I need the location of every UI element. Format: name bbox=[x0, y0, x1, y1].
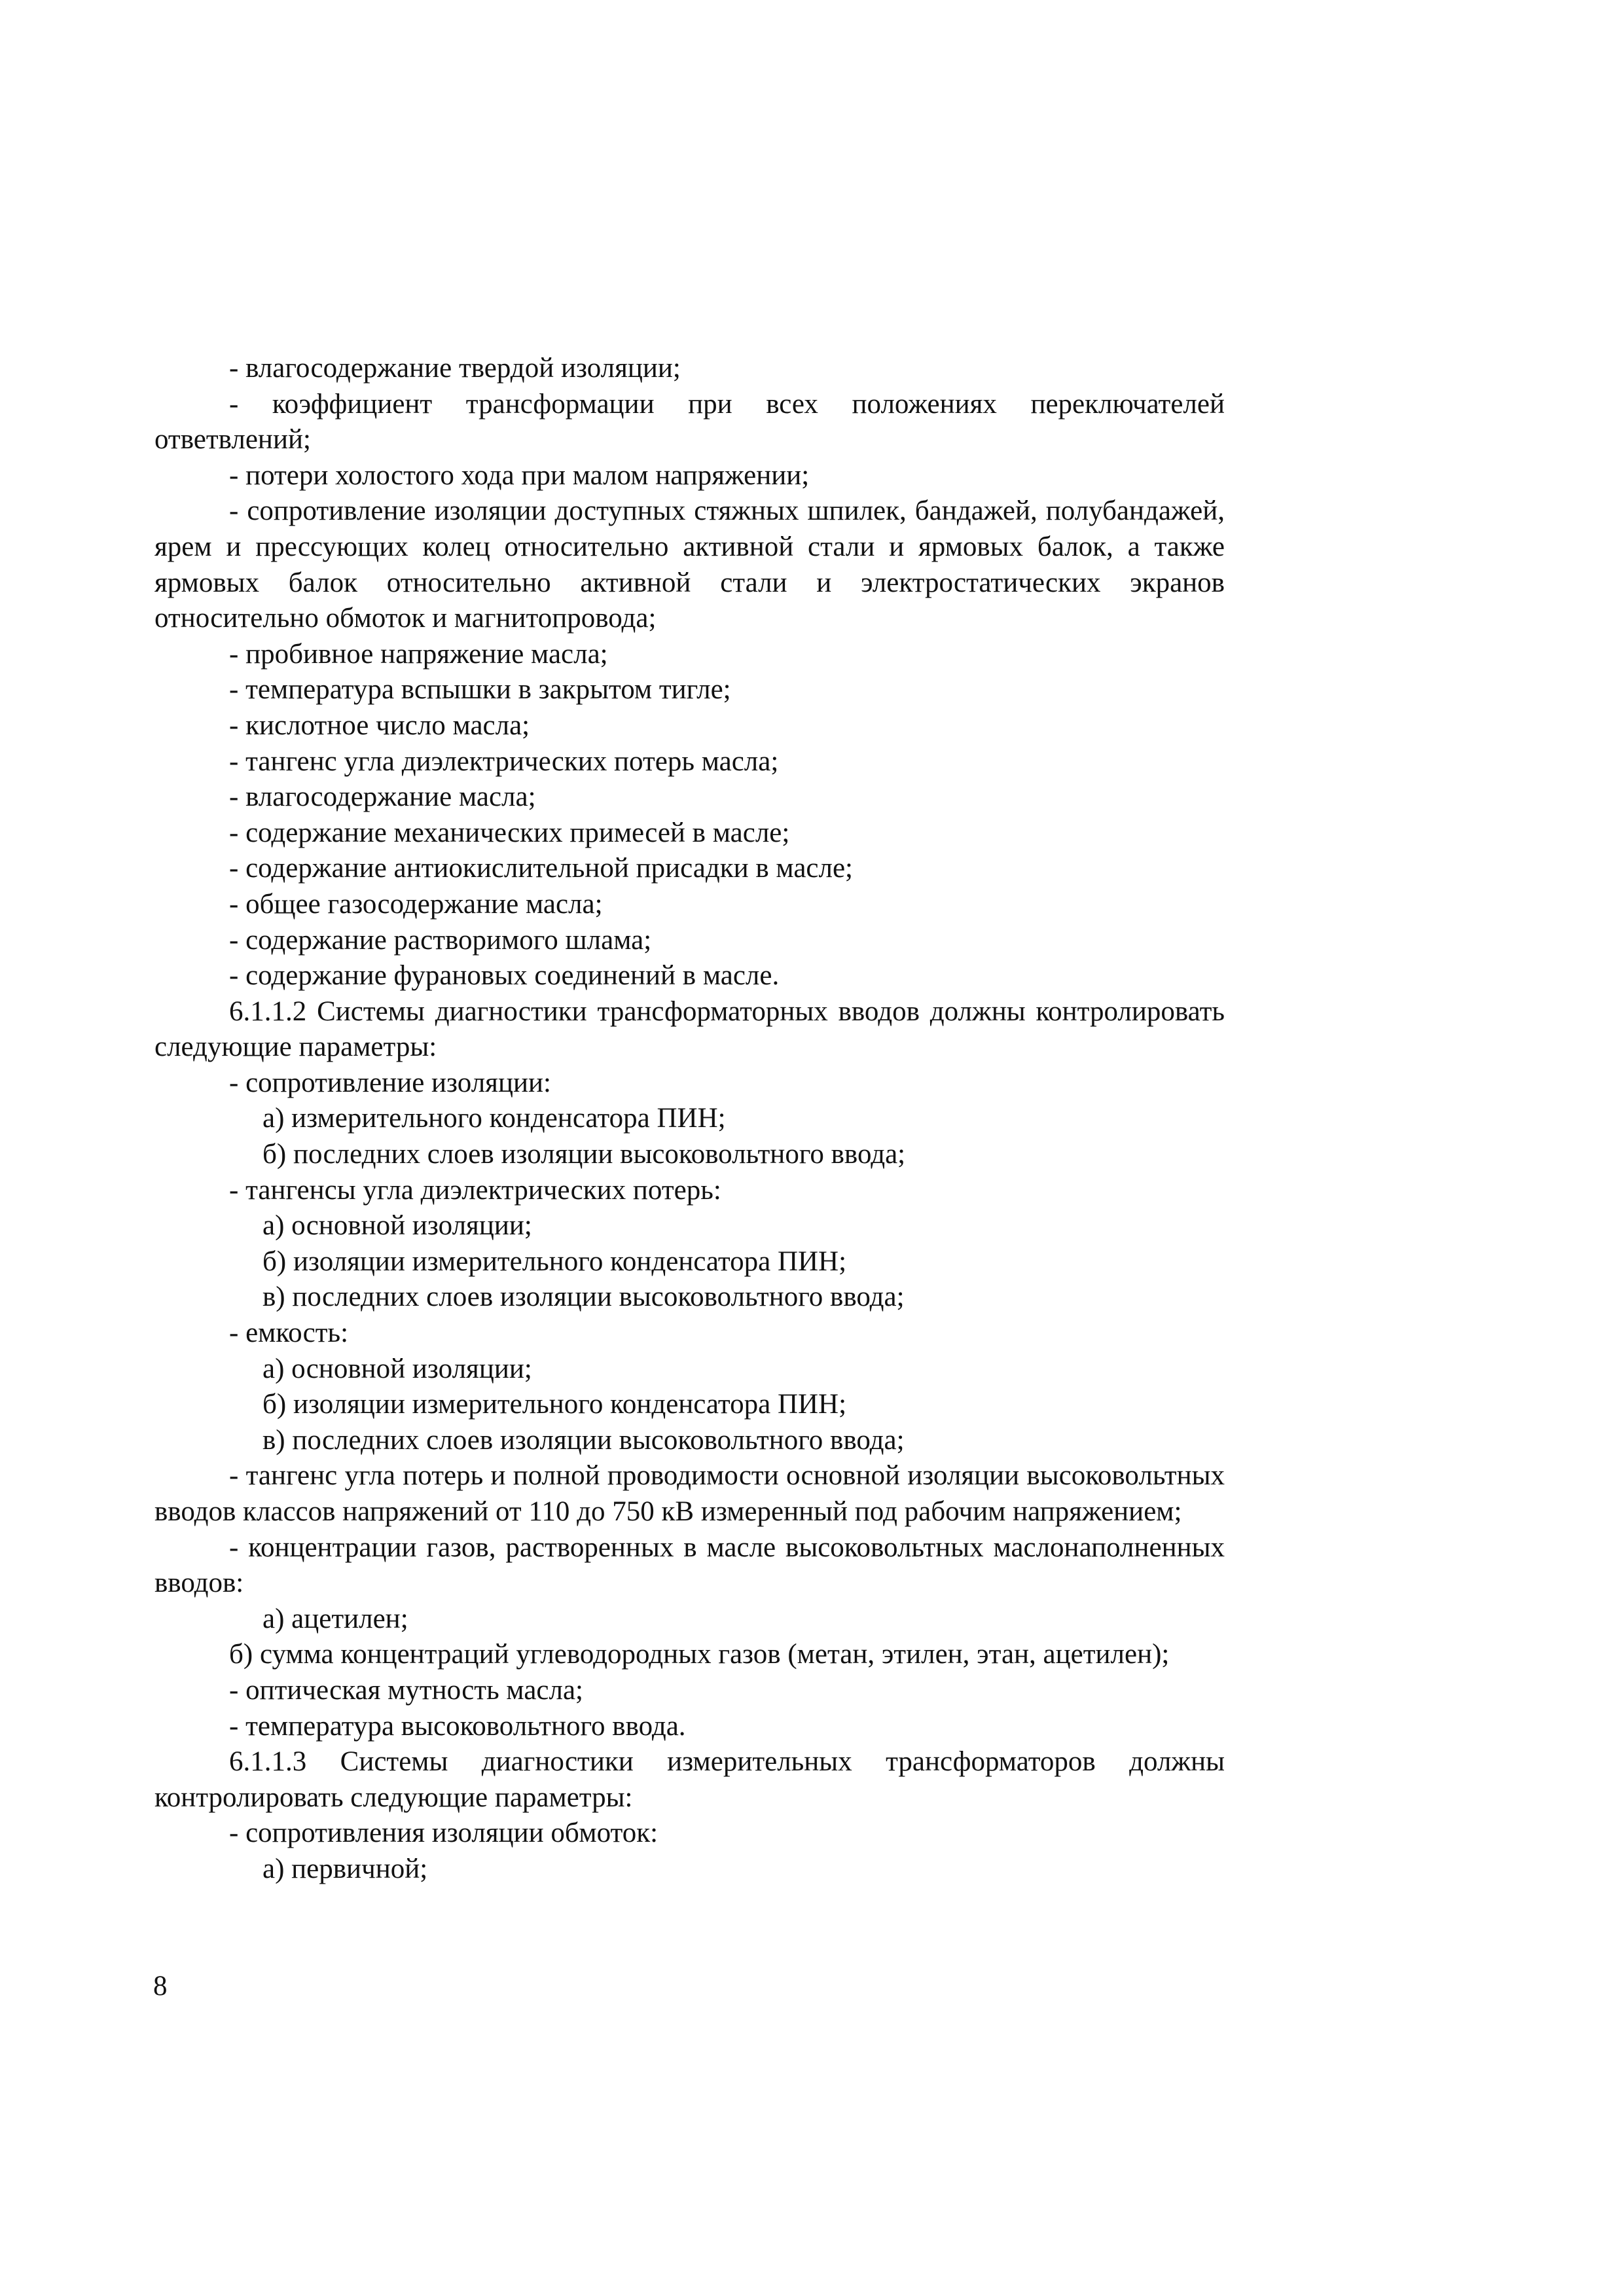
list-item: - сопротивления изоляции обмоток: bbox=[229, 1818, 659, 1849]
list-item: - температура вспышки в закрытом тигле; bbox=[229, 674, 731, 706]
sub-list-item: а) основной изоляции; bbox=[262, 1353, 532, 1384]
list-item: - потери холостого хода при малом напряжении; bbox=[229, 459, 810, 491]
sub-list-item: б) последних слоев изоляции высоковольтного ввода; bbox=[262, 1139, 906, 1170]
sub-list-item: а) ацетилен; bbox=[262, 1603, 408, 1634]
list-item: - содержание растворимого шлама; bbox=[229, 924, 652, 956]
list-item: - емкость: bbox=[229, 1318, 349, 1349]
section-6-1-1-3: 6.1.1.3 Системы диагностики измерительных трансформаторов должны контролировать следующие параметры: bbox=[154, 1746, 1225, 1813]
list-item: - содержание фурановых соединений в масле. bbox=[229, 960, 780, 992]
list-item: - оптическая мутность масла; bbox=[229, 1674, 584, 1706]
sub-list-item: в) последних слоев изоляции высоковольтного ввода; bbox=[262, 1282, 905, 1313]
document-body bbox=[154, 351, 1225, 1888]
list-item: - сопротивление изоляции: bbox=[229, 1067, 551, 1098]
list-item: - коэффициент трансформации при всех положениях переключателей ответвлений; bbox=[154, 388, 1225, 456]
sub-list-item: а) измерительного конденсатора ПИН; bbox=[262, 1103, 726, 1134]
list-item: - содержание антиокислительной присадки в масле; bbox=[229, 853, 853, 884]
list-item: - тангенс угла диэлектрических потерь масла; bbox=[229, 745, 779, 777]
list-item: - концентрации газов, растворенных в масле высоковольтных маслонаполненных вводов: bbox=[154, 1532, 1225, 1599]
list-item: - сопротивление изоляции доступных стяжных шпилек, бандажей, полубандажей, ярем и прессующих колец относительно активной стали и ярмовых балок, а также ярмовых балок относительно активной стали и электростатических экранов относительно обмоток и магнитопровода; bbox=[154, 495, 1225, 634]
sub-list-item: а) первичной; bbox=[262, 1853, 428, 1884]
list-item: - влагосодержание масла; bbox=[229, 781, 536, 813]
list-item: - тангенсы угла диэлектрических потерь: bbox=[229, 1174, 721, 1206]
sub-list-item: а) основной изоляции; bbox=[262, 1210, 532, 1242]
list-item: - кислотное число масла; bbox=[229, 709, 530, 741]
page-number: 8 bbox=[153, 1971, 168, 2001]
list-item: - тангенс угла потерь и полной проводимости основной изоляции высоковольтных вводов классов напряжений от 110 до 750 кВ измеренный под рабочим напряжением; bbox=[154, 1460, 1225, 1527]
list-item: - температура высоковольтного ввода. bbox=[229, 1710, 686, 1742]
sub-list-item: в) последних слоев изоляции высоковольтного ввода; bbox=[262, 1424, 905, 1456]
list-item: - содержание механических примесей в масле; bbox=[229, 817, 790, 848]
list-item: - общее газосодержание масла; bbox=[229, 888, 603, 920]
sub-list-item: б) изоляции измерительного конденсатора ПИН; bbox=[262, 1246, 847, 1277]
sub-list-item: б) сумма концентраций углеводородных газов (метан, этилен, этан, ацетилен); bbox=[229, 1639, 1170, 1670]
section-6-1-1-2: 6.1.1.2 Системы диагностики трансформаторных вводов должны контролировать следующие параметры: bbox=[154, 996, 1225, 1063]
sub-list-item: б) изоляции измерительного конденсатора ПИН; bbox=[262, 1389, 847, 1420]
list-item: - влагосодержание твердой изоляции; bbox=[229, 353, 681, 384]
list-item: - пробивное напряжение масла; bbox=[229, 638, 608, 670]
